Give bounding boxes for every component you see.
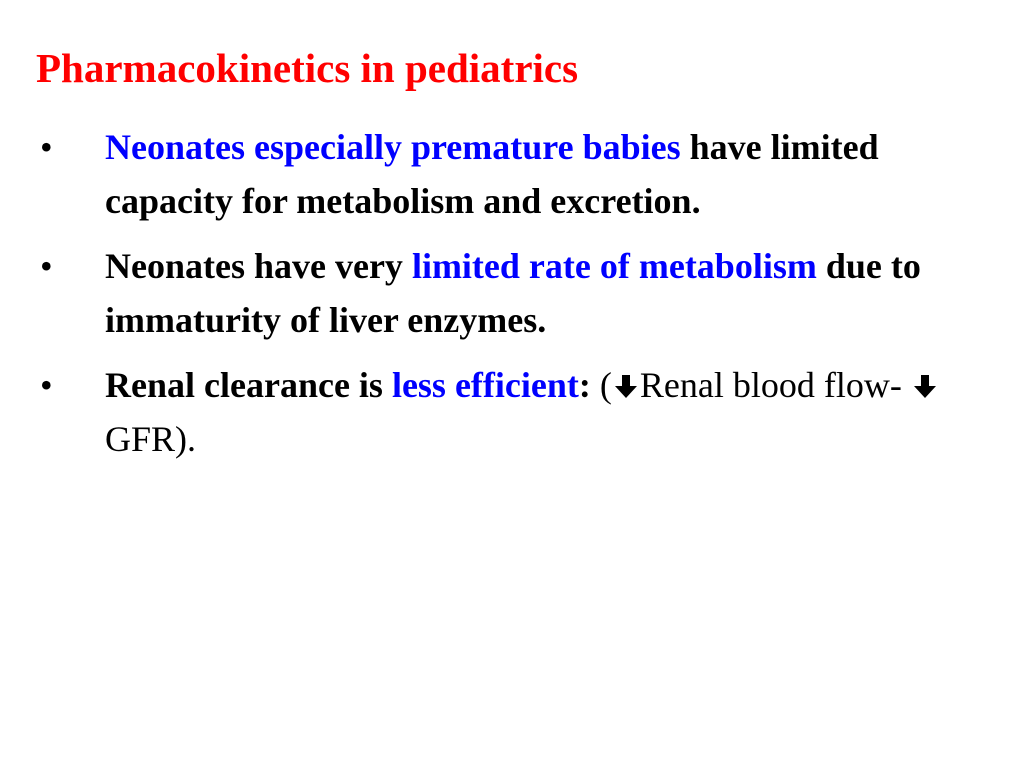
bullet-item-3 [0, 358, 950, 466]
down-arrow-icon [613, 373, 639, 399]
bullet-text: Neonates have very [105, 246, 412, 286]
bullet-marker: • [40, 365, 53, 405]
bullet-text: due to immaturity of liver enzymes. [105, 246, 921, 340]
bullet-text: Renal blood flow- [639, 365, 911, 405]
slide-title: Pharmacokinetics in pediatrics [36, 45, 579, 91]
bullet-text: : [578, 365, 591, 405]
bullet-text: Renal clearance is [105, 365, 392, 405]
down-arrow-icon [912, 373, 938, 399]
highlight-text: less efficient [391, 365, 579, 405]
highlight-text: limited rate of metabolism [411, 246, 817, 286]
bullet-text: have limited capacity for metabolism and excretion. [105, 127, 879, 221]
highlight-text: Neonates especially premature babies [105, 127, 681, 167]
bullet-text: GFR). [105, 419, 197, 459]
bullet-text: ( [590, 365, 612, 405]
bullet-list [0, 120, 1024, 477]
bullet-marker: • [40, 127, 53, 167]
bullet-marker: • [40, 246, 53, 286]
bullet-item-1 [0, 120, 950, 228]
bullet-item-2 [0, 239, 950, 347]
